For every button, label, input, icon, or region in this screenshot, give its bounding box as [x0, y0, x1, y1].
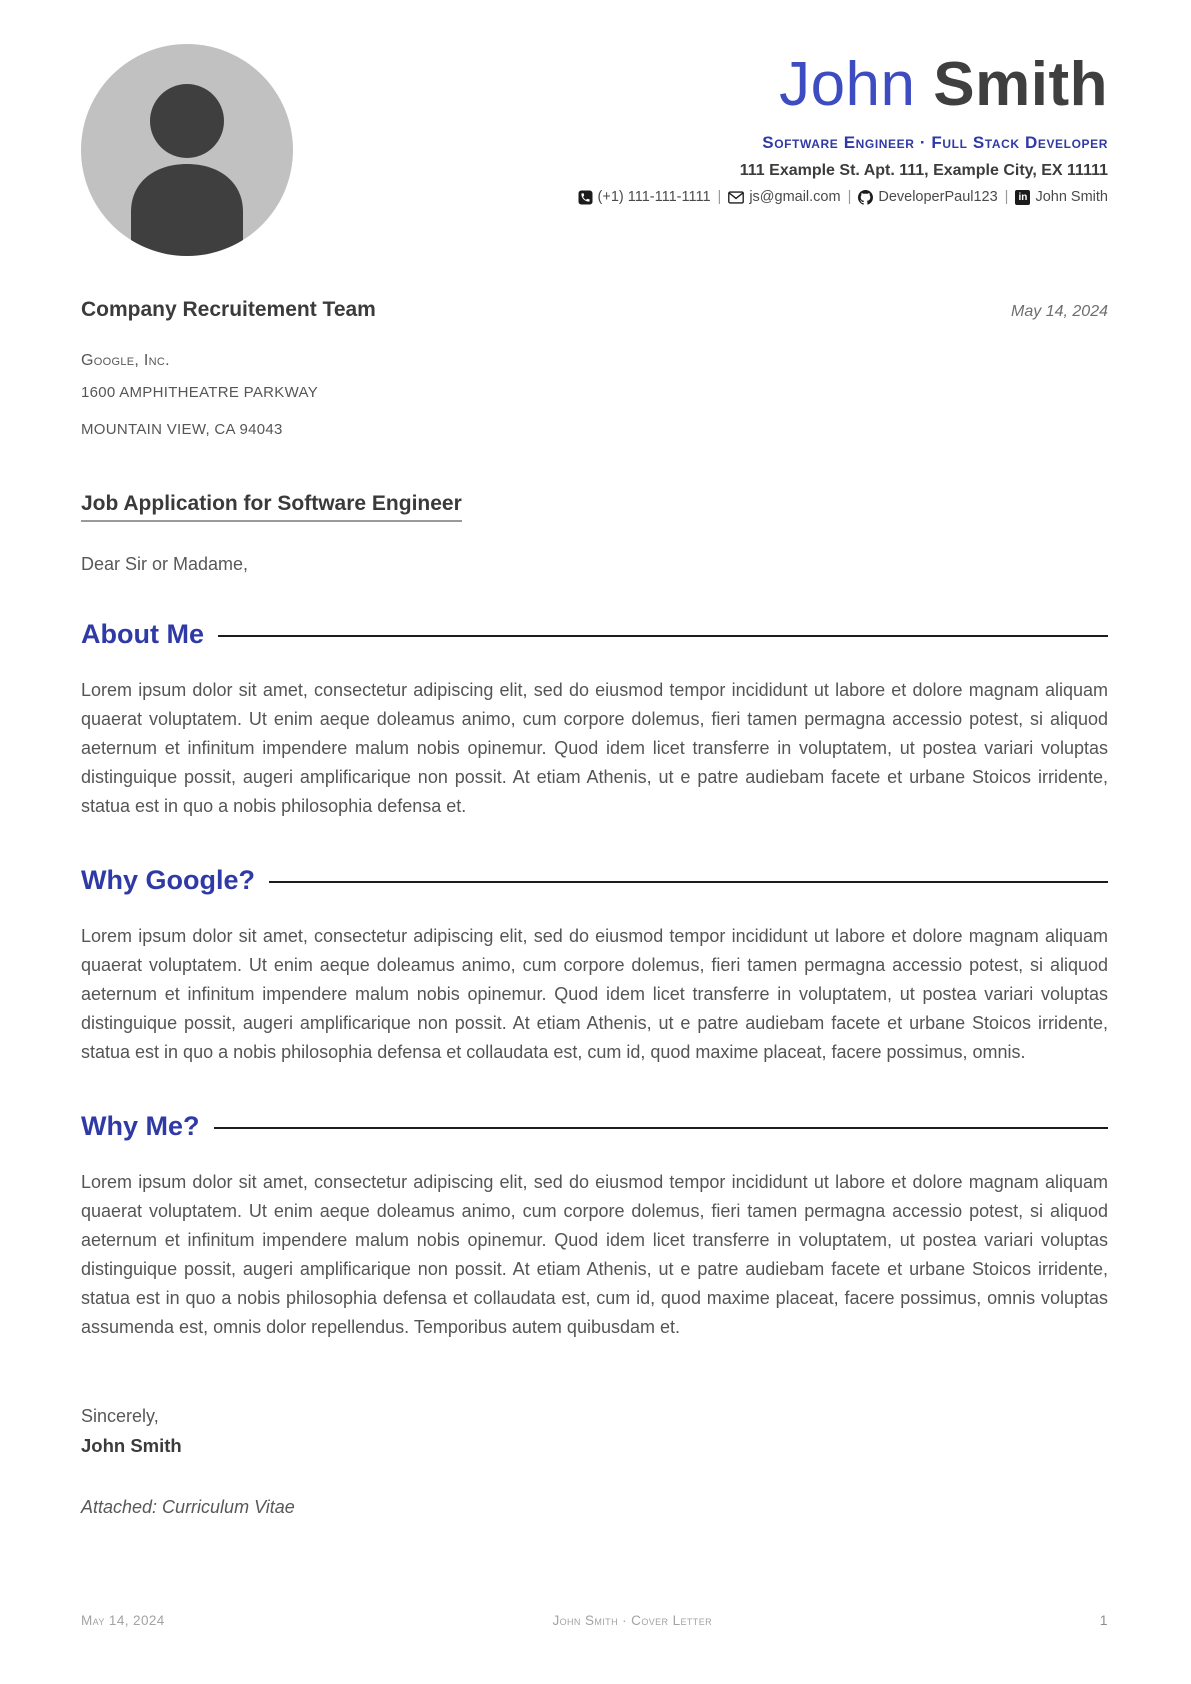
closing: Sincerely, [81, 1405, 159, 1426]
footer-page-number: 1 [1099, 1612, 1108, 1628]
recipient-address-line: MOUNTAIN VIEW, CA 94043 [81, 420, 283, 438]
email-item[interactable] [728, 189, 840, 205]
last-name: Smith [933, 50, 1108, 119]
section-heading-why-google [81, 865, 1108, 896]
salutation: Dear Sir or Madame, [81, 553, 249, 574]
section-heading-about-me [81, 619, 1108, 650]
letter-subject-text: Job Application for Software Engineer [81, 492, 462, 522]
linkedin-item[interactable] [1015, 189, 1108, 205]
section-heading-why-me [81, 1111, 1108, 1142]
section-title: Why Me? [81, 1110, 200, 1141]
page-title [293, 52, 1108, 117]
footer-doc-title: John Smith · Cover Letter [552, 1613, 712, 1628]
recipient-title: Company Recruitement Team [81, 298, 376, 321]
contact-separator: | [1004, 189, 1009, 206]
letter-header [81, 44, 1108, 256]
section-rule [214, 1127, 1109, 1129]
avatar [81, 44, 293, 256]
job-subtitle: Software Engineer · Full Stack Developer [762, 133, 1108, 153]
recipient-address-line: 1600 AMPHITHEATRE PARKWAY [81, 384, 319, 401]
github-item[interactable] [858, 189, 997, 205]
letter-subject [81, 492, 1108, 522]
page-footer [81, 1612, 1108, 1628]
contact-separator: | [847, 189, 852, 206]
section-rule [218, 635, 1108, 637]
header-identity [293, 44, 1108, 205]
phone-item[interactable] [578, 189, 711, 205]
linkedin-icon: in [1015, 190, 1030, 205]
phone-icon [578, 190, 593, 205]
section-body: Lorem ipsum dolor sit amet, consectetur adipiscing elit, sed do eiusmod tempor incididunt ut labore et dolore magnam aliquam quaerat voluptatem. Ut enim aeque doleamus animo, cum corpore dolemus, fieri tamen permagna accessio potest, si aliquod aeternum et infinitum impendere malum nobis opinemur. Quod idem licet transferre in voluptatem, ut postea variari voluptas distinguique possit, augeri amplificarique non possit. At etiam Athenis, ut e patre audiebam facete et urbane Stoicos irridente, statua est in quo a nobis philosophia defensa et collaudata est, cum id, quod maxime placeat, facere possimus, omnis. [81, 925, 1108, 1062]
github-handle: DeveloperPaul123 [878, 189, 998, 206]
section-title: About Me [81, 618, 204, 649]
phone-number: (+1) 111-111-1111 [597, 189, 711, 206]
section-body: Lorem ipsum dolor sit amet, consectetur adipiscing elit, sed do eiusmod tempor incididunt ut labore et dolore magnam aliquam quaerat voluptatem. Ut enim aeque doleamus animo, cum corpore dolemus, fieri tamen permagna accessio potest, si aliquod aeternum et infinitum impendere malum nobis opinemur. Quod idem licet transferre in voluptatem, ut postea variari voluptas distinguique possit, augeri amplificarique non possit. At etiam Athenis, ut e patre audiebam facete et urbane Stoicos irridente, statua est in quo a nobis philosophia defensa et collaudata est, cum id, quod maxime placeat, facere possimus, omnis voluptas assumenda est, omnis dolor repellendus. Temporibus autem quibusdam et. [81, 1171, 1108, 1337]
attachment-note: Attached: Curriculum Vitae [81, 1496, 295, 1517]
contact-separator: | [717, 189, 722, 206]
section-rule [269, 881, 1108, 883]
first-name: John [779, 50, 916, 119]
letter-date: May 14, 2024 [1011, 303, 1108, 320]
person-silhouette-icon [81, 44, 293, 256]
recipient-company: Google, Inc. [81, 352, 170, 369]
sender-address: 111 Example St. Apt. 111, Example City, EX 11111 [739, 162, 1108, 180]
section-title: Why Google? [81, 864, 255, 895]
envelope-icon [728, 191, 744, 204]
signature-name: John Smith [81, 1434, 182, 1456]
contact-line [293, 189, 1108, 205]
section-body: Lorem ipsum dolor sit amet, consectetur adipiscing elit, sed do eiusmod tempor incididunt ut labore et dolore magnam aliquam quaerat voluptatem. Ut enim aeque doleamus animo, cum corpore dolemus, fieri tamen permagna accessio potest, si aliquod aeternum et infinitum impendere malum nobis opinemur. Quod idem licet transferre in voluptatem, ut postea variari voluptas distinguique possit, augeri amplificarique non possit. At etiam Athenis, ut e patre audiebam facete et urbane Stoicos irridente, statua est in quo a nobis philosophia defensa et. [81, 679, 1108, 816]
email-address: js@gmail.com [749, 189, 841, 206]
footer-date: May 14, 2024 [81, 1613, 165, 1628]
linkedin-handle: John Smith [1035, 189, 1108, 206]
github-icon [858, 190, 873, 205]
recipient-row [81, 298, 1108, 322]
